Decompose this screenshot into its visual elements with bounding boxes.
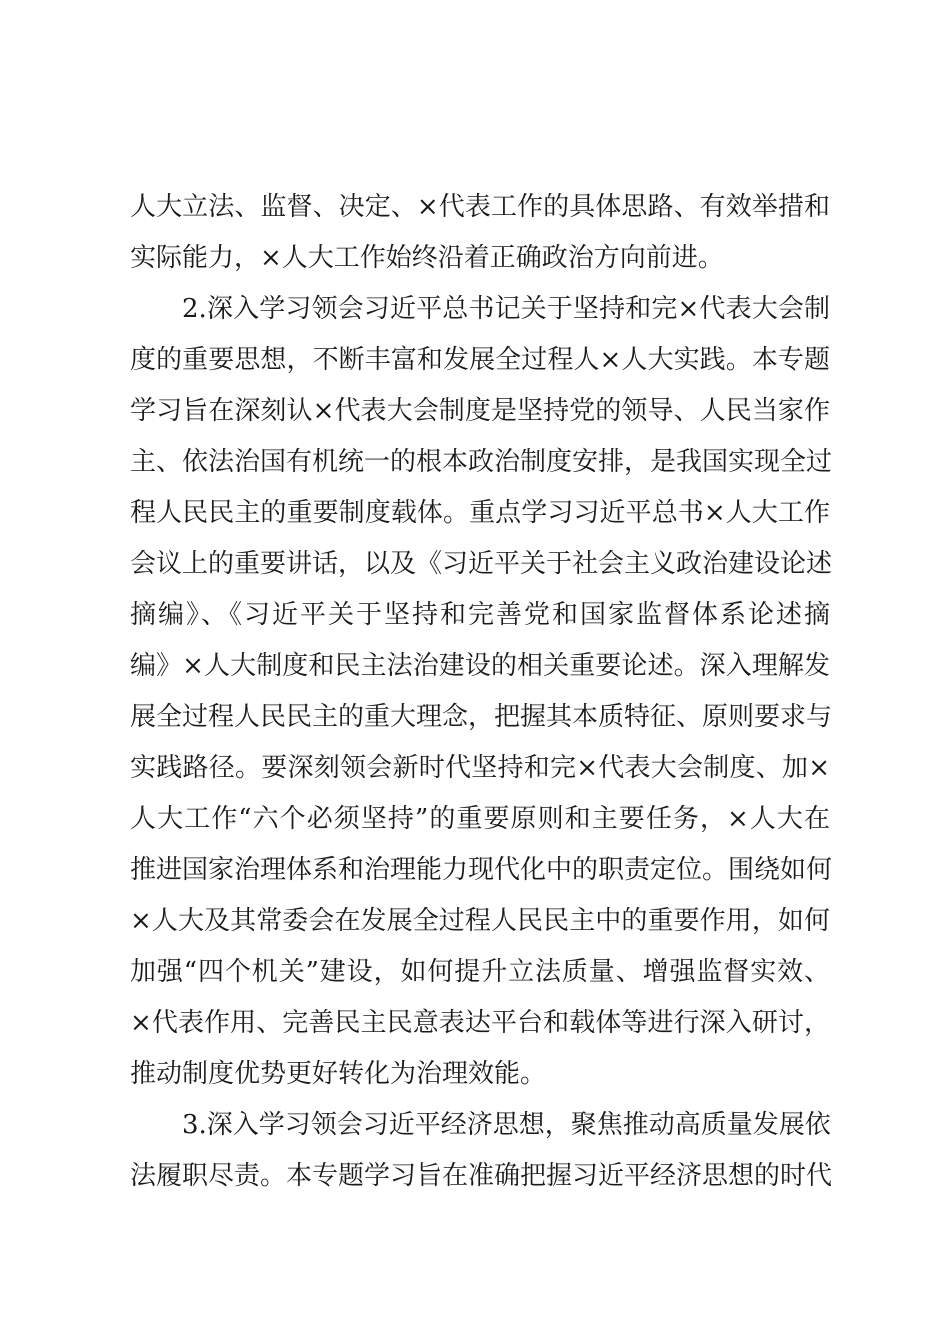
text-line: 程人民民主的重要制度载体。重点学习习近平总书×人大工作 [130, 498, 830, 528]
paragraph-3-heading-line: 3.深入学习领会习近平经济思想，聚焦推动高质量发展依 [182, 1110, 831, 1140]
paragraph-2-heading-line: 2.深入学习领会习近平总书记关于坚持和完×代表大会制 [182, 294, 830, 324]
text-line: 度的重要思想，不断丰富和发展全过程人×人大实践。本专题 [130, 345, 830, 375]
text-line: ×代表作用、完善民主民意表达平台和载体等进行深入研讨， [130, 1008, 830, 1038]
text-line: 加强“四个机关”建设，如何提升立法质量、增强监督实效、 [130, 957, 830, 987]
text-line: 会议上的重要讲话，以及《习近平关于社会主义政治建设论述 [130, 549, 833, 579]
text-line: 人大立法、监督、决定、×代表工作的具体思路、有效举措和 [130, 192, 830, 222]
text-line: 实际能力，×人大工作始终沿着正确政治方向前进。 [130, 243, 724, 273]
text-line: 主、依法治国有机统一的根本政治制度安排，是我国实现全过 [130, 447, 833, 477]
text-line: 推动制度优势更好转化为治理效能。 [130, 1059, 547, 1089]
text-line: ×人大及其常委会在发展全过程人民民主中的重要作用，如何 [130, 906, 830, 936]
text-line: 人大工作“六个必须坚持”的重要原则和主要任务，×人大在 [130, 804, 830, 834]
text-line: 学习旨在深刻认×代表大会制度是坚持党的领导、人民当家作 [130, 396, 830, 426]
text-line: 推进国家治理体系和治理能力现代化中的职责定位。围绕如何 [130, 855, 833, 885]
text-line: 法履职尽责。本专题学习旨在准确把握习近平经济思想的时代 [130, 1161, 833, 1191]
text-line: 展全过程人民民主的重大理念，把握其本质特征、原则要求与 [130, 702, 833, 732]
text-line: 摘编》、《习近平关于坚持和完善党和国家监督体系论述摘 [130, 600, 830, 630]
text-line: 实践路径。要深刻领会新时代坚持和完×代表大会制度、加× [130, 753, 830, 783]
text-line: 编》×人大制度和民主法治建设的相关重要论述。深入理解发 [130, 651, 830, 681]
